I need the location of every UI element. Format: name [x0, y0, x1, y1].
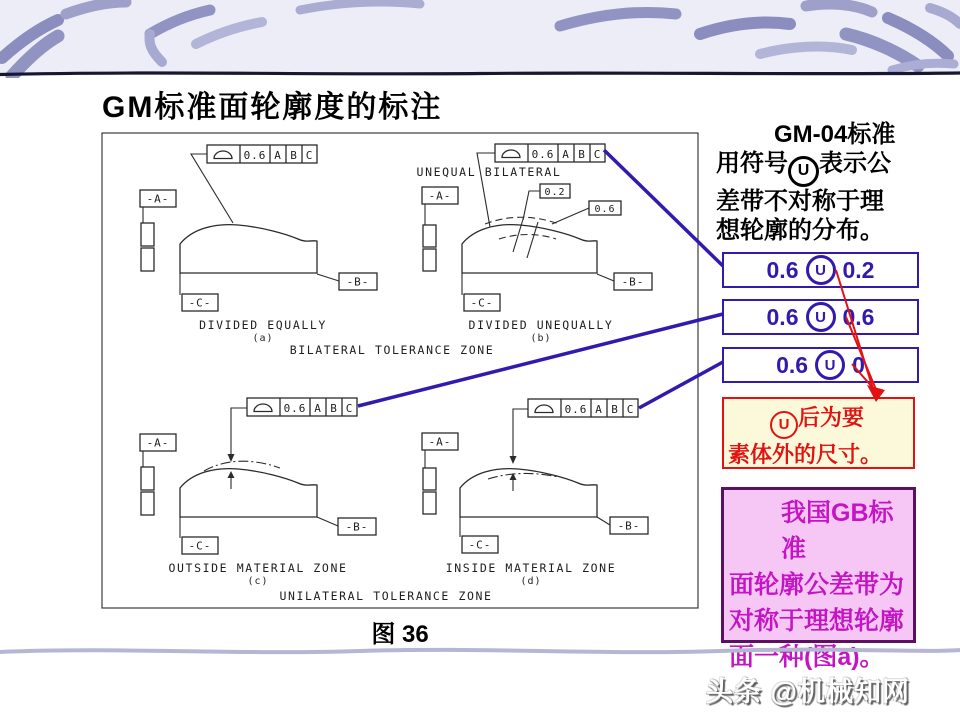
svg-text:-C-: -C- — [188, 539, 212, 553]
top-decorative-band — [0, 0, 960, 78]
figure-caption: 图 36 — [371, 621, 429, 648]
svg-text:DIVIDED UNEQUALLY: DIVIDED UNEQUALLY — [468, 318, 614, 332]
svg-text:0.6: 0.6 — [243, 149, 267, 162]
svg-text:-B-: -B- — [621, 275, 645, 289]
gm04-note — [716, 120, 916, 245]
svg-text:(a): (a) — [252, 333, 274, 344]
arrowhead — [510, 456, 517, 464]
gb-note — [721, 487, 916, 671]
svg-text:A: A — [274, 149, 282, 162]
profile-surface-icon — [535, 405, 553, 413]
subdiagram-a — [140, 145, 377, 344]
leader-line — [231, 408, 247, 455]
svg-text:C: C — [626, 403, 635, 416]
engineering-figure — [100, 128, 700, 612]
svg-text:-B-: -B- — [617, 519, 641, 533]
svg-text:0.6: 0.6 — [283, 402, 307, 415]
leader-line — [513, 409, 528, 457]
leader-line — [191, 154, 233, 223]
tolerance-box-2: 0.6 U 0.6 — [722, 299, 919, 335]
svg-text:0.6: 0.6 — [564, 403, 588, 416]
circled-u-icon: U — [815, 350, 845, 380]
profile-surface-icon — [502, 150, 520, 158]
watermark: 头条 @机械知网 — [706, 677, 910, 707]
feature-control-frame-a — [207, 145, 317, 163]
svg-text:-C-: -C- — [470, 296, 494, 310]
svg-text:B: B — [330, 402, 338, 415]
feature-control-frame-c — [247, 398, 357, 416]
gm04-note-line2: 用符号 U 表示公 — [716, 149, 916, 187]
gm04-note-line3: 差带不对称于理 — [716, 187, 884, 215]
svg-text:(b): (b) — [530, 333, 552, 344]
feature-control-frame-d — [528, 399, 638, 417]
svg-text:-B-: -B- — [346, 275, 370, 289]
svg-text:INSIDE MATERIAL ZONE: INSIDE MATERIAL ZONE — [445, 561, 617, 575]
subdiagram-b — [417, 144, 652, 344]
unilateral-zone-label: UNILATERAL TOLERANCE ZONE — [279, 589, 493, 603]
part-outline-c — [180, 469, 317, 517]
gb-note-line2: 面轮廓公差带为 — [729, 571, 905, 599]
svg-text:-A-: -A- — [146, 436, 170, 450]
svg-text:-A-: -A- — [146, 192, 170, 206]
svg-text:B: B — [290, 149, 298, 162]
profile-surface-icon — [254, 404, 272, 411]
tolerance-box-3: 0.6 U 0 — [722, 347, 919, 383]
gb-note-line4: 面一种(图a)。 — [729, 643, 885, 671]
arrowhead — [228, 471, 235, 478]
svg-text:-C-: -C- — [468, 538, 492, 552]
bottom-wave-divider — [0, 642, 960, 662]
bilateral-zone-label: BILATERAL TOLERANCE ZONE — [289, 343, 495, 357]
svg-text:-A-: -A- — [428, 189, 452, 203]
svg-text:C: C — [593, 148, 602, 161]
brush-strokes-graphic — [0, 0, 960, 78]
svg-text:0.6: 0.6 — [594, 204, 616, 215]
circled-u-icon: U — [770, 411, 798, 439]
svg-text:(d): (d) — [520, 576, 542, 587]
red-note-line1: U 后为要 — [724, 402, 913, 439]
circled-u-icon: U — [806, 255, 836, 285]
page-title: GM标准面轮廓度的标注 — [102, 91, 443, 124]
leader-line — [523, 191, 540, 220]
svg-text:C: C — [305, 149, 314, 162]
svg-text:0.2: 0.2 — [544, 187, 566, 198]
subdiagram-d — [422, 399, 648, 587]
svg-text:A: A — [595, 403, 603, 416]
gm04-note-line1: GM-04标准 — [774, 121, 896, 148]
gb-note-line3: 对称于理想轮廓 — [729, 607, 905, 635]
tolerance-box-1: 0.6 U 0.2 — [722, 252, 919, 288]
feature-control-frame-b — [495, 144, 605, 162]
arrowhead — [228, 454, 235, 462]
svg-text:0.6: 0.6 — [531, 148, 555, 161]
svg-text:-B-: -B- — [345, 520, 369, 534]
svg-text:-C-: -C- — [188, 296, 212, 310]
leader-line — [552, 208, 589, 224]
red-note-line2: 素体外的尺寸。 — [728, 441, 883, 467]
svg-text:A: A — [562, 148, 570, 161]
svg-text:OUTSIDE MATERIAL ZONE: OUTSIDE MATERIAL ZONE — [168, 561, 348, 575]
gb-note-line1: 我国GB标准 — [781, 499, 894, 563]
svg-text:B: B — [578, 148, 586, 161]
profile-surface-icon — [214, 151, 232, 159]
part-outline-a — [180, 225, 317, 273]
svg-text:A: A — [314, 402, 322, 415]
circled-u-icon: U — [806, 302, 836, 332]
red-note — [722, 397, 915, 469]
part-outline-d — [460, 469, 597, 517]
svg-text:UNEQUAL BILATERAL: UNEQUAL BILATERAL — [416, 165, 562, 179]
gm04-note-line4: 想轮廓的分布。 — [716, 216, 884, 244]
svg-text:DIVIDED EQUALLY: DIVIDED EQUALLY — [199, 318, 327, 332]
svg-text:B: B — [611, 403, 619, 416]
circled-u-icon: U — [788, 156, 819, 187]
subdiagram-c — [140, 398, 376, 587]
svg-text:(c): (c) — [247, 576, 269, 587]
svg-text:C: C — [345, 402, 354, 415]
svg-text:-A-: -A- — [428, 435, 452, 449]
tolerance-zone-dashed-lower — [499, 235, 556, 240]
